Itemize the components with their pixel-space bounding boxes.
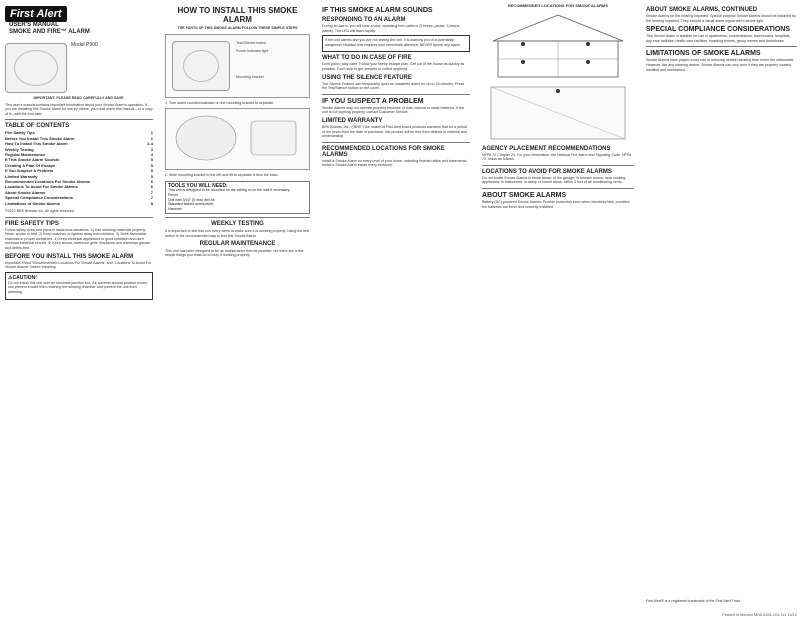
maintenance-text: This unit has been designed to be as maintenance free as possible, but there are a few simple things you must do to keep it working properly. [165,248,304,258]
step-1: 1. Turn alarm counterclockwise on the mounting bracket to separate. [165,100,275,105]
house-diagram [483,11,633,81]
about-continued-title: ABOUT SMOKE ALARMS, CONTINUED [646,7,758,13]
before-install-text: Important! Read "Recommended Locations For Smoke Alarms" and "Locations To Avoid For Smoke Alarms" before installing. [5,260,152,270]
column-3 [317,0,475,620]
toc-entry: About Smoke Alarms [5,189,46,195]
manual-title: USER'S MANUAL [9,22,59,28]
toc-page: 6 [150,179,153,185]
toc-entry: Limited Warranty [5,173,38,179]
maintenance-title: REGULAR MAINTENANCE [199,240,276,247]
step-2: 2. Slide mounting bracket to the left and lift to separate it from the base. [165,173,279,178]
about-text: Battery (DC) powered Smoke Alarms: Provide protection even when electricity fails, provided the batteries are fresh and correctly installed. [482,199,630,209]
silence-text: The Silence Feature can temporarily quiet an unwanted alarm for up to 15 minutes. Press the Test/Silence button on the cover. [322,81,465,91]
caution-title: ⚠CAUTION! [8,274,37,281]
toc-page: 5 [150,173,153,179]
diagram-title: RECOMMENDED LOCATIONS FOR SMOKE ALARMS [508,3,608,8]
copyright: ©2012 BRK Brands, Inc. All rights reserved. [5,209,75,214]
ceiling-diagram [483,83,633,143]
toc-row [5,201,153,206]
install-subtitle: THE PARTS OF THIS SMOKE ALARM FOLLOW THESE SIMPLE STEPS [177,26,298,30]
smoke-alarm-photo [5,43,67,93]
toc-title: TABLE OF CONTENTS [5,123,70,130]
recommended-text: Install a Smoke Alarm on every level of your home, including finished attics and basements. Install a Smoke Alarm inside every bedroom. [322,158,468,168]
tool-item: Drill with 3/16" (5 mm) drill bit [168,197,215,202]
page-footer: Printed in Mexico M08-0351-001 N1 11/12 [722,612,797,617]
about-title: ABOUT SMOKE ALARMS [482,191,567,199]
toc-entry: Fire Safety Tips [5,130,35,136]
important-notice: IMPORTANT: PLEASE READ CAREFULLY AND SAVE. [33,96,125,100]
alarm-warning-box [322,35,470,52]
weekly-title: WEEKLY TESTING [211,221,264,228]
responding-title: RESPONDING TO AN ALARM [322,17,406,23]
toc-page: 8 [150,200,153,206]
toc-page: 5 [150,162,153,168]
alarm-warning-text: If the unit alarms and you are not testing the unit, it is warning you of a potentially dangerous situation that requires your immediate attention. NEVER ignore any alarm. [325,38,461,47]
suspect-title: IF YOU SUSPECT A PROBLEM [322,97,424,105]
toc-page: 7 [150,195,153,201]
alarm-parts-illustration [172,41,230,91]
toc-page: 4 [150,152,153,157]
toc-entry: Weekly Testing [5,146,34,152]
tool-item: Hammer [168,206,182,211]
about-continued-text: Smoke Alarms for the hearing impaired: Special purpose Smoke Alarms should be installed for the hearing impaired. They include a visual alarm signal and a strobe light. [646,14,797,23]
trademark: First Alert® is a registered trademark of the First Alert Trust. [646,599,741,604]
label-power-light: Power indicator light [236,48,269,53]
toc-page: 3 [150,146,153,152]
column-2 [160,0,315,620]
avoid-text: Do not locate Smoke Alarms in these areas: In the garage; in furnace rooms; near cooking appliances; in bathrooms; in damp or humid areas; within 3 feet of air conditioning vents. [482,175,626,185]
warranty-title: LIMITED WARRANTY [322,117,383,124]
toc-page: 5 [150,168,153,174]
label-bracket: Mounting bracket [236,74,264,79]
recommended-title: RECOMMENDED LOCATIONS FOR SMOKE ALARMS [322,145,445,158]
manual-subtitle: SMOKE AND FIRE™ ALARM [9,29,90,35]
model-number: Model P900 [71,42,98,48]
responding-text: During an alarm, you will hear a loud, repeating horn pattern (3 beeps, pause, 3 beeps, pause). The LED will flash rapidly. [322,24,461,33]
fire-plan-text: Don't panic; stay calm. Follow your family escape plan. Get out of the house as quickly as possible. Don't stop to get dressed or collect anything. [322,62,465,71]
mounting-diagram [165,108,310,170]
fire-tips-text: Follow safety rules and prevent hazardous situations: 1) Use smoking materials properly. Never smoke in bed. 2) Keep matches or lighters away from children. 3) Store flammable materials in proper containers. 4) Keep electrical appliances in good condition and don't overload electrical circuits. 5) Keep stoves, barbecue grills, fireplaces and chimneys grease- and debris-free. [5,227,152,251]
agency-title: AGENCY PLACEMENT RECOMMENDATIONS [482,145,611,152]
toc-entry: If You Suspect A Problem [5,168,54,174]
manual-header [9,22,90,36]
install-title: HOW TO INSTALL THIS SMOKE ALARM [177,6,298,24]
parts-diagram [165,34,310,98]
table-of-contents [5,130,153,206]
column-4 [477,0,639,620]
tool-item: Pencil [168,192,178,197]
toc-page: 1 [150,135,153,141]
toc-page: 2-4 [147,141,153,147]
before-install-title: BEFORE YOU INSTALL THIS SMOKE ALARM [5,253,134,260]
silence-title: USING THE SILENCE FEATURE [322,74,412,81]
toc-page: 5 [150,157,153,163]
toc-entry: Regular Maintenance [5,152,46,157]
limitations-text: Smoke Alarms have played a key role in reducing deaths resulting from home fire nationwide. However, like any warning device, Smoke Alarms can only work if they are properly located, installed and maintained. [646,58,795,72]
fire-tips-title: FIRE SAFETY TIPS [5,220,59,227]
alarm-sounds-title: IF THIS SMOKE ALARM SOUNDS [322,7,433,14]
bracket-illustration [166,109,311,167]
toc-entry: If This Smoke Alarm Sounds [5,157,60,163]
caution-box [5,272,153,300]
weekly-text: It is important to test this unit every week to make sure it is working properly. Using the test button is the recommended way to test this Smoke Alarm. [165,229,310,238]
toc-entry: How To Install This Smoke Alarm [5,141,68,147]
column-5 [641,0,802,620]
tools-box [165,181,310,215]
tools-title: TOOLS YOU WILL NEED: [168,182,228,189]
first-alert-logo: First Alert [5,6,67,22]
agency-text: NFPA 72 Chapter 29. For your information, the National Fire Alarm and Signaling Code, NFPA 72, reads as follows. [482,152,632,162]
toc-entry: Before You Install This Smoke Alarm [5,135,75,141]
column-1 [0,0,158,620]
toc-entry: Limitations of Smoke Alarms [5,200,60,206]
toc-entry: Locations To Avoid For Smoke Alarms [5,184,78,190]
warranty-text: BRK Brands, Inc., ("BRK") the maker of First Alert brand products warrants that for a period of ten years from the date of purchase, this product will be free from defects in material and workmanship. [322,124,467,139]
toc-entry: Recommended Locations For Smoke Alarms [5,179,90,185]
caution-text: Do not install this unit over an electrical junction box. Air currents around junction boxes can prevent smoke from reaching the sensing chamber and prevent the unit from alarming. [8,280,147,294]
intro-text: This user's manual contains important information about your Smoke Alarm's operation. If you are installing this Smoke Alarm for use by others, you must leave this manual—or a copy of it—with the end user. [5,102,153,116]
toc-page: 7 [150,189,153,195]
tool-item: Standard flatbed screwdriver [168,202,214,207]
toc-entry: Creating A Plan Of Escape [5,162,56,168]
label-test-button: Test/Silence button [236,40,267,45]
fire-plan-title: WHAT TO DO IN CASE OF FIRE [322,55,412,62]
toc-entry: Special Compliance Considerations [5,195,74,201]
toc-page: 1 [150,130,153,136]
avoid-title: LOCATIONS TO AVOID FOR SMOKE ALARMS [482,168,612,175]
tools-note: This unit is designed to be mounted on the ceiling or on the wall if necessary. [168,188,291,193]
limitations-title: LIMITATIONS OF SMOKE ALARMS [646,50,761,58]
special-text: This Smoke Alarm is suitable for use in apartments, condominiums, townhouses, hospitals, day care facilities, health care facilities, boarding homes, group homes and dormitories. [646,34,791,43]
toc-page: 6 [150,184,153,190]
special-title: SPECIAL COMPLIANCE CONSIDERATIONS [646,26,791,34]
suspect-text: Smoke Alarms may not operate properly because of dust, misuse or weak batteries. If the unit is not working properly, contact Customer Service. [322,105,465,115]
